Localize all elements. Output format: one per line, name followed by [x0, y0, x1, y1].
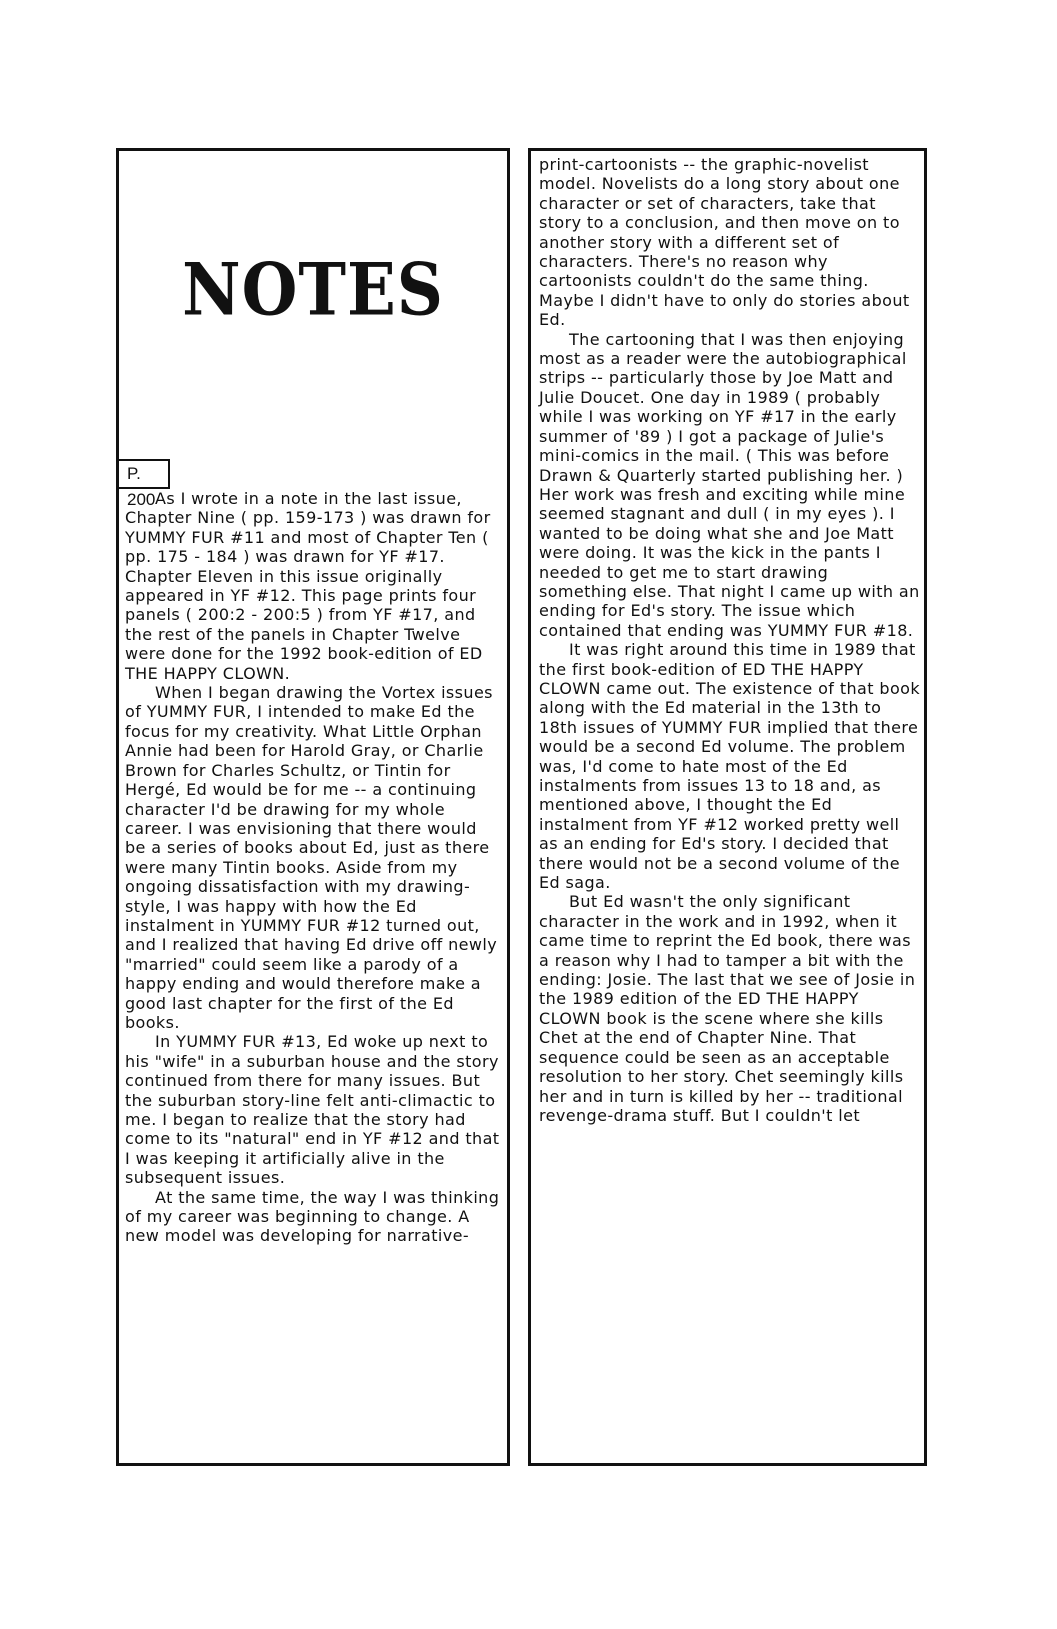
- left-paragraph-3: In YUMMY FUR #13, Ed woke up next to his "wife" in a suburban house and the story continued from there for many issues. But the suburban story-line felt anti-climactic to me. I began to realize that the story had come to its "natural" end in YF #12 and that I was keeping it artificially alive in the subsequent issues.: [125, 1032, 500, 1188]
- right-text-panel: [528, 148, 927, 1466]
- left-paragraph-1: As I wrote in a note in the last issue, Chapter Nine ( pp. 159-173 ) was drawn for YUMMY FUR #11 and most of Chapter Ten ( pp. 175 - 184 ) was drawn for YF #17. Chapter Eleven in this issue originally appeared in YF #12. This page prints four panels ( 200:2 - 200:5 ) from YF #17, and the rest of the panels in Chapter Twelve were done for the 1992 book-edition of ED THE HAPPY CLOWN.: [125, 489, 491, 683]
- page-reference-label: P. 200: [116, 459, 170, 489]
- left-text-panel: [116, 148, 510, 1466]
- right-paragraph-4: But Ed wasn't the only significant character in the work and in 1992, when it came time to reprint the Ed book, there was a reason why I had to tamper a bit with the ending: Josie. The last that we see of Josie in the 1989 edition of the ED THE HAPPY CLOWN book is the scene where she kills Chet at the end of Chapter Nine. That sequence could be seen as an acceptable resolution to her story. Chet seemingly kills her and in turn is killed by her -- traditional revenge-drama stuff. But I couldn't let: [539, 892, 916, 1125]
- notes-title: NOTES: [182, 248, 444, 333]
- right-paragraph-2: The cartooning that I was then enjoying most as a reader were the autobiographical strips -- particularly those by Joe Matt and Julie Doucet. One day in 1989 ( probably while I was working on YF #17 in the early summer of '89 ) I got a package of Julie's mini-comics in the mail. ( This was before Drawn & Quarterly started publishing her. ) Her work was fresh and exciting while mine seemed stagnant and dull ( in my eyes ). I wanted to be doing what she and Joe Matt were doing. It was the kick in the pants I needed to get me to start drawing something else. That night I came up with an ending for Ed's story. The issue which contained that ending was YUMMY FUR #18.: [539, 329, 920, 640]
- right-column-text: [539, 155, 920, 1125]
- left-paragraph-4: At the same time, the way I was thinking of my career was beginning to change. A new model was developing for narrative-: [125, 1187, 500, 1246]
- left-paragraph-2: When I began drawing the Vortex issues of YUMMY FUR, I intended to make Ed the focus for my creativity. What Little Orphan Annie had been for Harold Gray, or Charlie Brown for Charles Schultz, or Tintin for Hergé, Ed would be for me -- a continuing character I'd be drawing for my whole career. I was envisioning that there would be a series of books about Ed, just as there were many Tintin books. Aside from my ongoing dissatisfaction with my drawing-style, I was happy with how the Ed instalment in YUMMY FUR #12 turned out, and I realized that having Ed drive off newly "married" could seem like a parody of a happy ending and would therefore make a good last chapter for the first of the Ed books.: [125, 683, 498, 1032]
- left-column-text: [125, 489, 503, 1246]
- right-paragraph-1: print-cartoonists -- the graphic-novelist model. Novelists do a long story about one character or set of characters, take that story to a conclusion, and then move on to another story with a different set of characters. There's no reason why cartoonists couldn't do the same thing. Maybe I didn't have to only do stories about Ed.: [539, 155, 910, 330]
- right-paragraph-3: It was right around this time in 1989 that the first book-edition of ED THE HAPPY CLOWN came out. The existence of that book along with the Ed material in the 13th to 18th issues of YUMMY FUR implied that there would be a second Ed volume. The problem was, I'd come to hate most of the Ed instalments from issues 13 to 18 and, as mentioned above, I thought the Ed instalment from YF #12 worked pretty well as an ending for Ed's story. I decided that there would not be a second volume of the Ed saga.: [539, 640, 921, 893]
